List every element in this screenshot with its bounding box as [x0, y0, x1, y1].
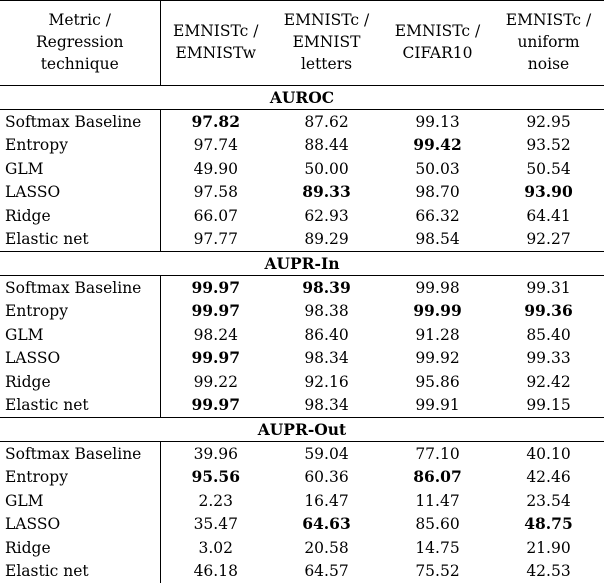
metric-value: 50.00: [304, 159, 349, 178]
metric-value: 99.22: [193, 372, 238, 391]
metric-value: 98.34: [304, 349, 349, 368]
metric-value: 92.95: [526, 112, 571, 131]
table-header: [0, 1, 604, 86]
metric-value: 91.28: [415, 325, 460, 344]
table-row: [0, 560, 604, 584]
header-uniform-noise: [493, 1, 604, 86]
technique-name: GLM: [0, 157, 160, 181]
metric-value: 3.02: [198, 538, 233, 557]
metric-value: 99.13: [415, 112, 460, 131]
header-line: CIFAR10: [402, 44, 473, 62]
metric-value: 99.98: [415, 278, 460, 297]
metric-value: 85.40: [526, 325, 571, 344]
metric-value: 75.52: [415, 562, 460, 581]
metric-value: 39.96: [193, 444, 238, 463]
header-line: Regression: [35, 33, 124, 51]
metric-value: 92.16: [304, 372, 349, 391]
metric-value: 21.90: [526, 538, 571, 557]
metric-value: 99.97: [191, 395, 241, 415]
metric-value: 62.93: [304, 206, 349, 225]
metric-value: 48.75: [524, 514, 573, 534]
table-row: [0, 536, 604, 560]
metric-value: 50.03: [415, 159, 460, 178]
metric-value: 99.42: [413, 135, 462, 155]
metric-value: 50.54: [526, 159, 571, 178]
technique-name: LASSO: [0, 347, 160, 371]
header-line: letters: [300, 55, 353, 73]
technique-name: Elastic net: [0, 228, 160, 252]
metric-value: 99.97: [191, 348, 241, 368]
metric-value: 98.70: [415, 183, 460, 202]
header-line: Metric /: [48, 11, 111, 29]
table-row: [0, 394, 604, 418]
metric-value: 86.40: [304, 325, 349, 344]
technique-name: Softmax Baseline: [0, 276, 160, 300]
table-row: [0, 323, 604, 347]
metric-value: 98.39: [302, 277, 351, 297]
header-line: technique: [40, 55, 119, 73]
header-line: EMNIST: [292, 33, 361, 51]
metric-value: 99.97: [191, 301, 241, 321]
metric-value: 49.90: [193, 159, 238, 178]
metric-value: 66.07: [193, 206, 238, 225]
header-line: EMNISTc /: [394, 22, 481, 40]
metric-value: 98.54: [415, 230, 460, 249]
metric-value: 92.42: [526, 372, 571, 391]
section-header-row: [0, 252, 604, 276]
metric-value: 23.54: [526, 491, 571, 510]
technique-name: Softmax Baseline: [0, 110, 160, 134]
metric-value: 16.47: [304, 491, 349, 510]
metric-value: 95.86: [415, 372, 460, 391]
technique-name: Ridge: [0, 370, 160, 394]
metric-value: 66.32: [415, 206, 460, 225]
metric-value: 93.90: [524, 182, 573, 202]
metric-value: 95.56: [191, 467, 241, 487]
technique-name: Elastic net: [0, 560, 160, 584]
table-row: [0, 347, 604, 371]
metric-value: 64.57: [304, 562, 349, 581]
metric-value: 99.91: [415, 396, 460, 415]
metric-value: 35.47: [193, 515, 238, 534]
metric-value: 97.74: [193, 136, 238, 155]
metric-value: 2.23: [198, 491, 233, 510]
section-title: AUROC: [0, 86, 604, 110]
metric-value: 59.04: [304, 444, 349, 463]
table-row: [0, 489, 604, 513]
table-row: [0, 228, 604, 252]
table-row: [0, 466, 604, 490]
table-row: [0, 513, 604, 537]
technique-name: Elastic net: [0, 394, 160, 418]
metric-value: 98.38: [304, 302, 349, 321]
metric-value: 99.33: [526, 349, 571, 368]
metric-value: 20.58: [304, 538, 349, 557]
header-line: EMNISTc /: [283, 11, 370, 29]
header-line: EMNISTc /: [173, 22, 259, 40]
metric-value: 98.24: [193, 325, 238, 344]
technique-name: GLM: [0, 323, 160, 347]
metric-value: 42.53: [526, 562, 571, 581]
table-row: [0, 181, 604, 205]
table-row: [0, 204, 604, 228]
metric-value: 64.41: [526, 206, 571, 225]
metric-value: 85.60: [415, 515, 460, 534]
metric-value: 86.07: [413, 467, 462, 487]
technique-name: Entropy: [0, 466, 160, 490]
table-row: [0, 370, 604, 394]
header-emnistw: [160, 1, 271, 86]
technique-name: LASSO: [0, 513, 160, 537]
metric-value: 99.15: [526, 396, 571, 415]
metric-value: 99.92: [415, 349, 460, 368]
header-line: EMNISTc /: [505, 11, 592, 29]
metric-value: 93.52: [526, 136, 571, 155]
table-row: [0, 300, 604, 324]
table-row: [0, 110, 604, 134]
header-emnist-letters: [271, 1, 382, 86]
table-row: [0, 157, 604, 181]
metric-value: 77.10: [415, 444, 460, 463]
header-line: uniform: [517, 33, 580, 51]
header-cifar10: [382, 1, 493, 86]
metric-value: 40.10: [526, 444, 571, 463]
technique-name: Ridge: [0, 536, 160, 560]
header-line: noise: [527, 55, 570, 73]
table-row: [0, 442, 604, 466]
metric-value: 46.18: [193, 562, 238, 581]
metric-value: 11.47: [415, 491, 460, 510]
metric-value: 99.31: [526, 278, 571, 297]
table-row: [0, 134, 604, 158]
metric-value: 89.33: [302, 182, 351, 202]
metric-value: 88.44: [304, 136, 349, 155]
technique-name: Entropy: [0, 300, 160, 324]
metric-value: 87.62: [304, 112, 349, 131]
technique-name: Softmax Baseline: [0, 442, 160, 466]
metric-value: 99.97: [191, 277, 241, 297]
metric-value: 97.58: [193, 183, 238, 202]
section-header-row: [0, 86, 604, 110]
metric-value: 42.46: [526, 468, 571, 487]
metric-value: 97.82: [191, 111, 241, 131]
technique-name: Entropy: [0, 134, 160, 158]
metric-value: 89.29: [304, 230, 349, 249]
metric-value: 64.63: [302, 514, 351, 534]
metric-value: 99.99: [413, 301, 462, 321]
section-title: AUPR-Out: [0, 418, 604, 442]
technique-name: Ridge: [0, 204, 160, 228]
header-metric-technique: [0, 1, 160, 86]
metric-value: 60.36: [304, 468, 349, 487]
table-row: [0, 276, 604, 300]
section-header-row: [0, 418, 604, 442]
section-title: AUPR-In: [0, 252, 604, 276]
table-body: [0, 86, 604, 584]
header-line: EMNISTw: [175, 44, 257, 62]
metric-value: 99.36: [524, 301, 573, 321]
metric-value: 92.27: [526, 230, 571, 249]
metric-value: 14.75: [415, 538, 460, 557]
metric-value: 98.34: [304, 396, 349, 415]
technique-name: LASSO: [0, 181, 160, 205]
metric-value: 97.77: [193, 230, 238, 249]
technique-name: GLM: [0, 489, 160, 513]
